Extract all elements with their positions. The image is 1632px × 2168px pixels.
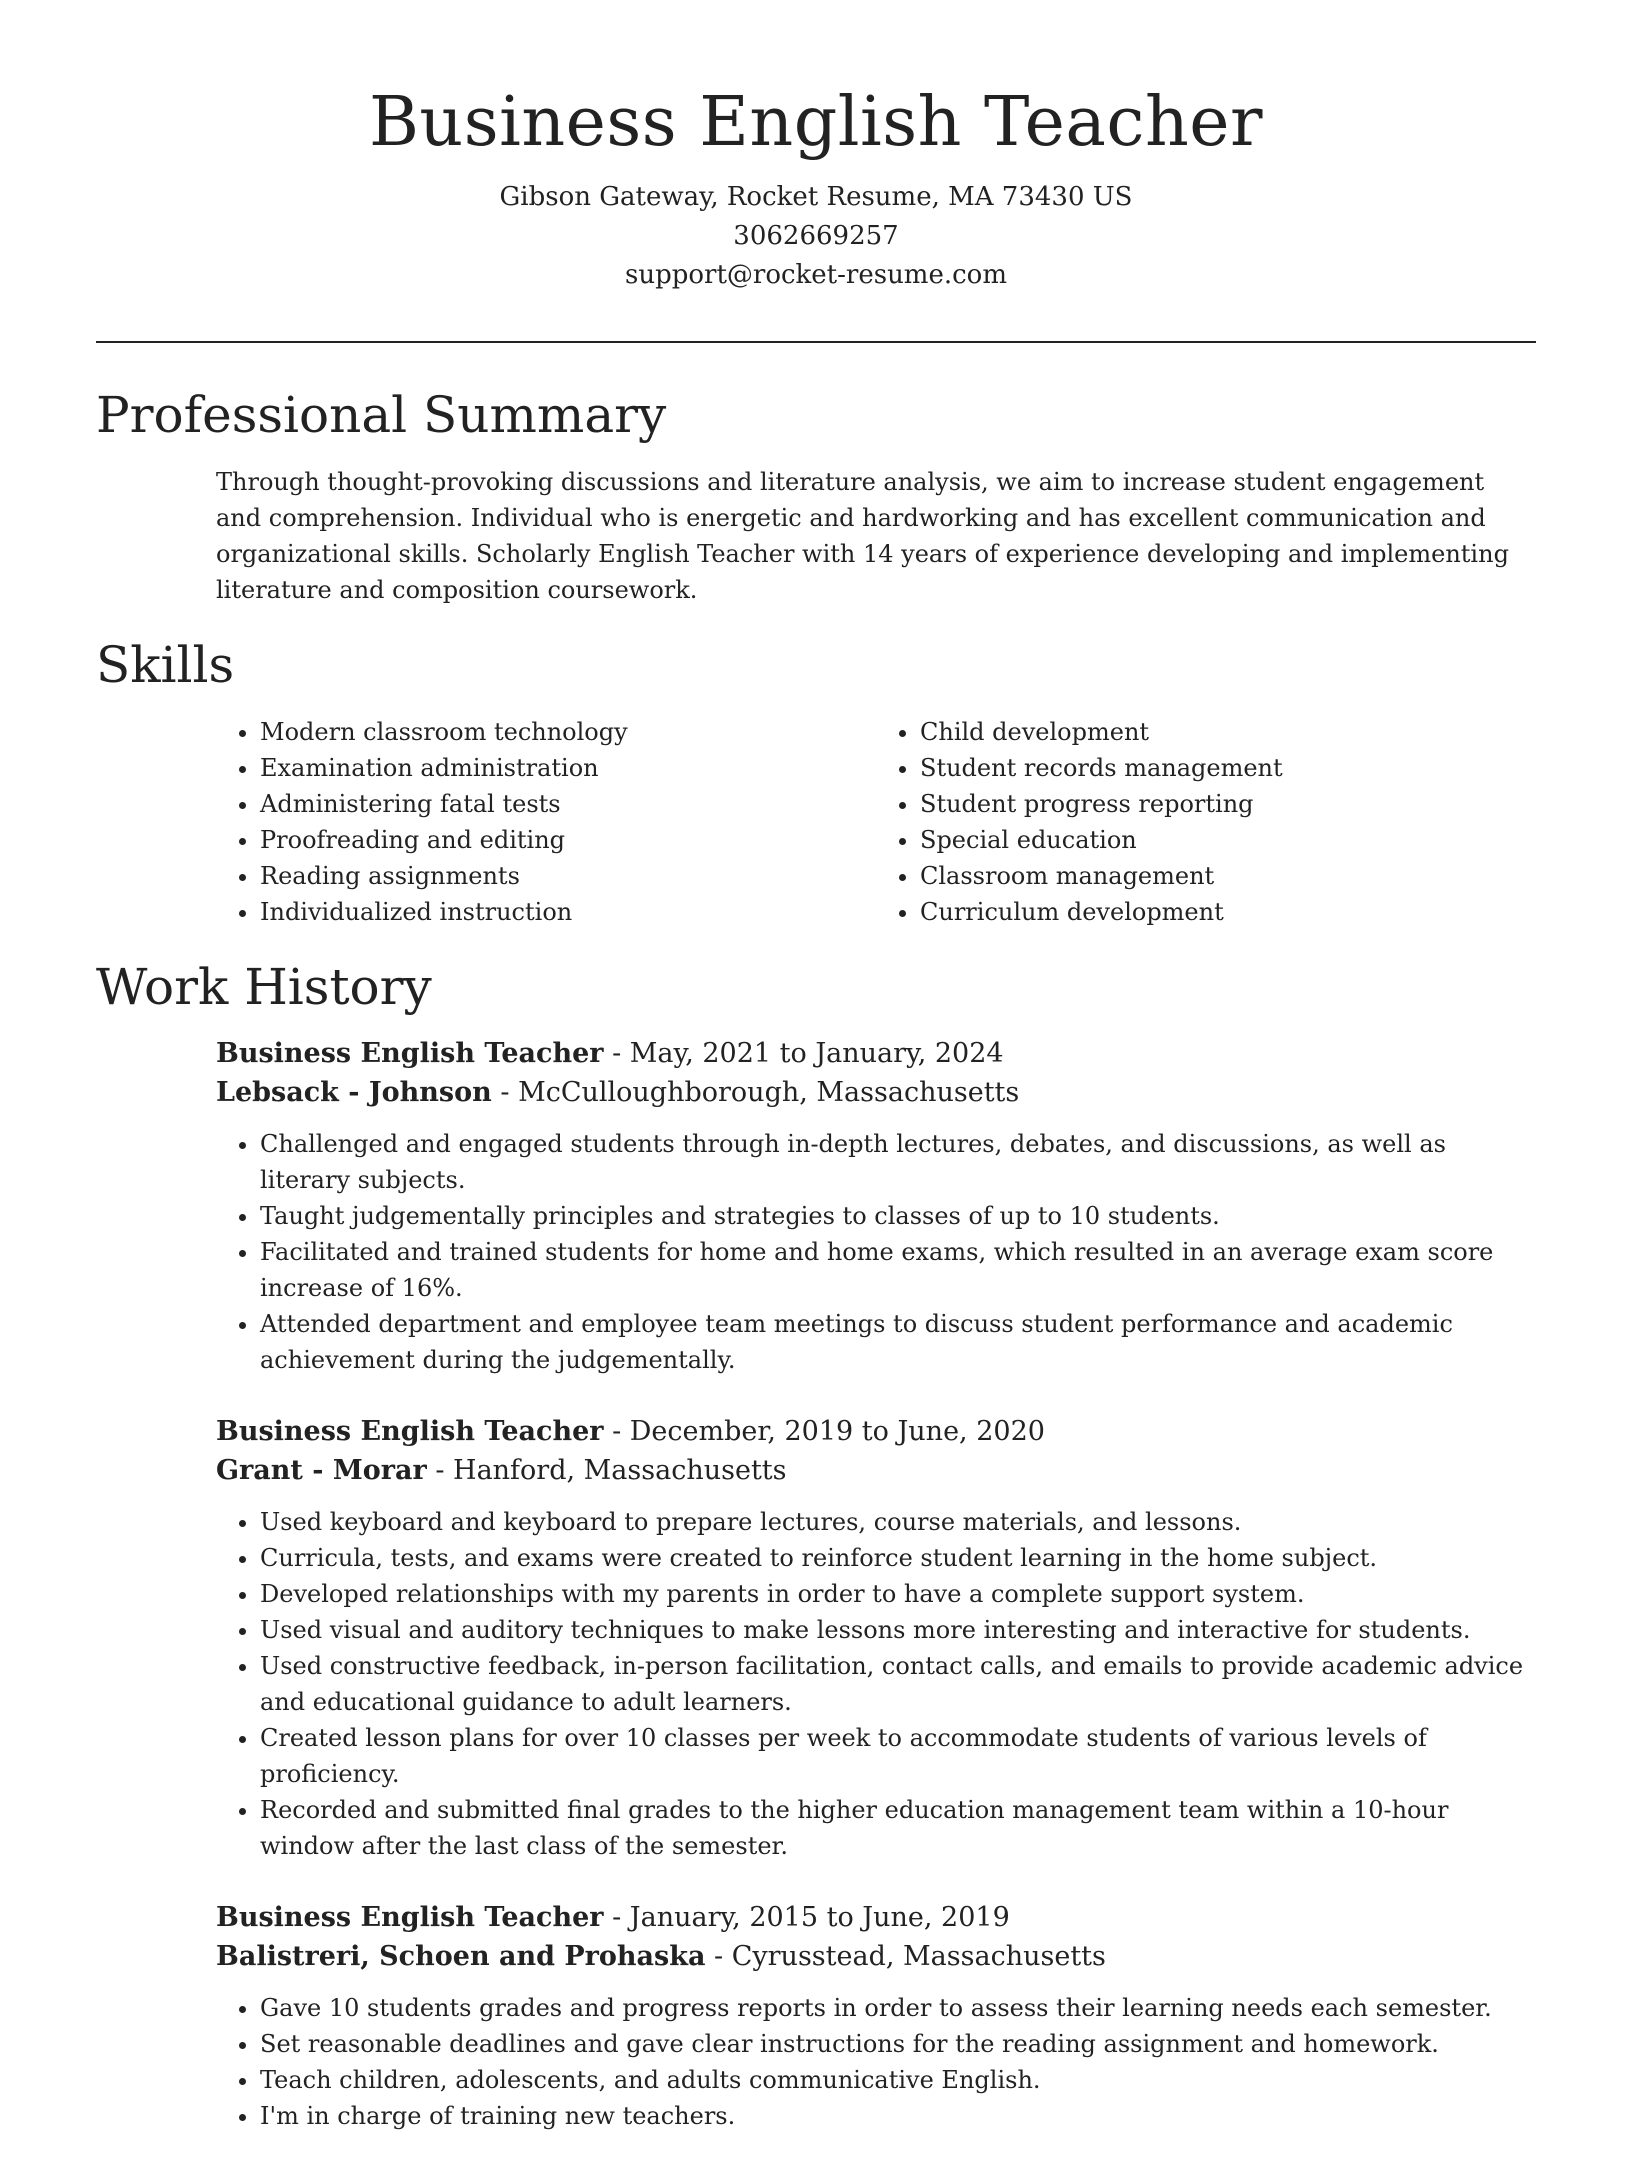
job-bullet: • Taught judgementally principles and strategies to classes of up to 10 students.	[260, 1198, 1536, 1234]
skill-item: • Special education	[920, 822, 1536, 858]
skills-columns	[216, 714, 1536, 930]
contact-block	[0, 178, 1632, 295]
job-bullets	[216, 1126, 1536, 1378]
job-bullet: • Created lesson plans for over 10 classes per week to accommodate students of various levels of proficiency.	[260, 1720, 1536, 1792]
job-bullet: • Used visual and auditory techniques to make lessons more interesting and interactive for students.	[260, 1612, 1536, 1648]
job-title: Business English Teacher	[216, 1902, 604, 1933]
contact-email: support@rocket-resume.com	[624, 260, 1007, 290]
job-bullet: • Gave 10 students grades and progress reports in order to assess their learning needs each semester.	[260, 1990, 1536, 2026]
job-bullet: • Developed relationships with my parents in order to have a complete support system.	[260, 1576, 1536, 1612]
job-entry	[216, 1412, 1536, 1864]
job-bullet: • Used constructive feedback, in-person facilitation, contact calls, and emails to provide academic advice and educational guidance to adult learners.	[260, 1648, 1536, 1720]
job-bullet: • Curricula, tests, and exams were created to reinforce student learning in the home subject.	[260, 1540, 1536, 1576]
skills-left-column	[216, 714, 876, 930]
job-title: Business English Teacher	[216, 1416, 604, 1447]
job-location: - Hanford, Massachusetts	[426, 1455, 787, 1486]
job-bullets	[216, 1504, 1536, 1864]
skill-item: • Student records management	[920, 750, 1536, 786]
job-bullet: • Facilitated and trained students for home and home exams, which resulted in an average exam score increase of 16%.	[260, 1234, 1536, 1306]
job-title: Business English Teacher	[216, 1038, 604, 1069]
header-divider	[96, 341, 1536, 343]
job-company-line	[216, 1451, 1536, 1490]
skill-item: • Proofreading and editing	[260, 822, 876, 858]
resume-header	[0, 78, 1632, 295]
job-bullet: • Attended department and employee team meetings to discuss student performance and academic achievement during the judgementally.	[260, 1306, 1536, 1378]
job-company: Balistreri, Schoen and Prohaska	[216, 1941, 706, 1972]
job-location: - McCulloughborough, Massachusetts	[491, 1077, 1020, 1108]
skill-item: • Student progress reporting	[920, 786, 1536, 822]
skill-item: • Child development	[920, 714, 1536, 750]
job-bullet: • Used keyboard and keyboard to prepare lectures, course materials, and lessons.	[260, 1504, 1536, 1540]
skills-heading: Skills	[96, 636, 235, 694]
work-history-heading: Work History	[96, 958, 432, 1016]
job-bullet: • Set reasonable deadlines and gave clear instructions for the reading assignment and homework.	[260, 2026, 1536, 2062]
job-bullet: • Recorded and submitted final grades to the higher education management team within a 10-hour window after the last class of the semester.	[260, 1792, 1536, 1864]
contact-address: Gibson Gateway, Rocket Resume, MA 73430 US	[499, 182, 1133, 212]
skills-section	[96, 630, 1536, 930]
job-title-line	[216, 1412, 1536, 1451]
job-dates: - May, 2021 to January, 2024	[603, 1038, 1004, 1069]
job-entry	[216, 1898, 1536, 2134]
skill-item: • Examination administration	[260, 750, 876, 786]
job-dates: - January, 2015 to June, 2019	[603, 1902, 1010, 1933]
skill-item: • Classroom management	[920, 858, 1536, 894]
job-title-line	[216, 1034, 1536, 1073]
work-history-section	[96, 952, 1536, 2134]
job-bullets	[216, 1990, 1536, 2134]
job-entry	[216, 1034, 1536, 1378]
skill-item: • Curriculum development	[920, 894, 1536, 930]
job-company: Grant - Morar	[216, 1455, 427, 1486]
job-company: Lebsack - Johnson	[216, 1077, 492, 1108]
summary-heading: Professional Summary	[96, 386, 667, 444]
job-bullet: • I'm in charge of training new teachers.	[260, 2098, 1536, 2134]
summary-text: Through thought-provoking discussions and literature analysis, we aim to increase student engagement and comprehension. Individual who is energetic and hardworking and has excellent communication and organizational skills. Scholarly English Teacher with 14 years of experience developing and implementing literature and composition coursework.	[216, 468, 1509, 604]
candidate-name: Business English Teacher	[368, 83, 1264, 162]
skills-right-column	[876, 714, 1536, 930]
job-company-line	[216, 1937, 1536, 1976]
resume-content	[96, 380, 1536, 2168]
job-company-line	[216, 1073, 1536, 1112]
job-title-line	[216, 1898, 1536, 1937]
skill-item: • Individualized instruction	[260, 894, 876, 930]
job-bullet: • Challenged and engaged students through in-depth lectures, debates, and discussions, as well as literary subjects.	[260, 1126, 1536, 1198]
contact-phone: 3062669257	[733, 221, 899, 251]
job-bullet: • Teach children, adolescents, and adults communicative English.	[260, 2062, 1536, 2098]
job-location: - Cyrusstead, Massachusetts	[705, 1941, 1106, 1972]
skill-item: • Modern classroom technology	[260, 714, 876, 750]
job-dates: - December, 2019 to June, 2020	[603, 1416, 1045, 1447]
professional-summary-section	[96, 380, 1536, 608]
skill-item: • Administering fatal tests	[260, 786, 876, 822]
skill-item: • Reading assignments	[260, 858, 876, 894]
